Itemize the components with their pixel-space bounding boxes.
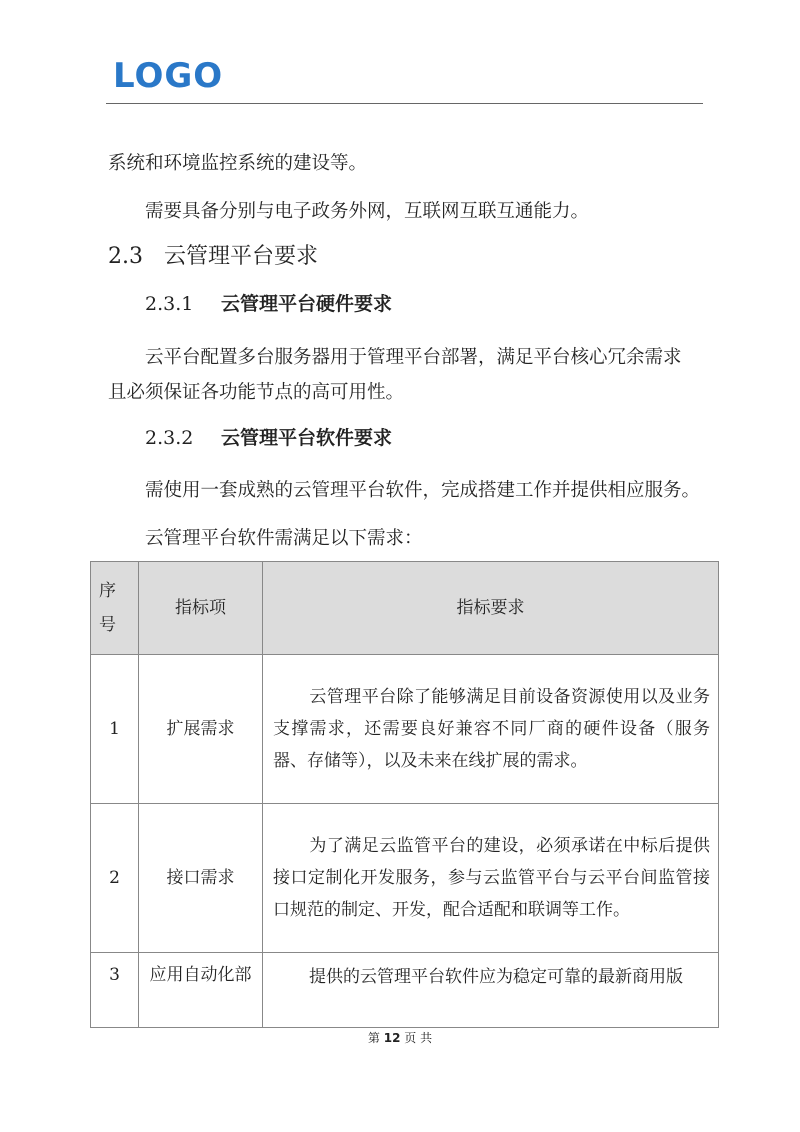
section-number: 2.3.1 [145,293,194,315]
page-number: 12 [383,1031,401,1045]
header-seq [91,562,139,655]
row-seq: 1 [91,655,139,804]
row-seq: 2 [91,804,139,953]
paragraph-hardware-line2: 且必须保证各功能节点的高可用性。 [108,382,405,403]
table-header-row [91,562,719,655]
row-item: 应用自动化部 [139,953,263,1028]
header-requirement: 指标要求 [263,562,719,655]
row-item: 扩展需求 [139,655,263,804]
paragraph-network: 需要具备分别与电子政务外网，互联网互联互通能力。 [145,201,590,222]
section-heading-2-3 [108,242,318,272]
section-title: 云管理平台硬件要求 [221,293,393,315]
row-requirement-text: 云管理平台除了能够满足目前设备资源使用以及业务支撑需求，还需要良好兼容不同厂商的硬件设备（服务器、存储等），以及未来在线扩展的需求。 [273,687,710,771]
row-requirement [263,655,719,804]
row-item: 接口需求 [139,804,263,953]
section-title: 云管理平台要求 [164,244,319,269]
footer-prefix: 第 [367,1031,380,1045]
section-number: 2.3 [108,244,143,269]
paragraph-continuation: 系统和环境监控系统的建设等。 [108,153,368,174]
header-item: 指标项 [139,562,263,655]
company-logo: LOGO [113,56,224,96]
paragraph-requirements-intro: 云管理平台软件需满足以下需求： [145,528,423,549]
paragraph-hardware-line1: 云平台配置多台服务器用于管理平台部署，满足平台核心冗余需求 [145,347,682,368]
paragraph-software: 需使用一套成熟的云管理平台软件，完成搭建工作并提供相应服务。 [145,480,701,501]
footer-mid: 页 [404,1031,417,1045]
row-requirement [263,953,719,1028]
page-footer [0,1030,800,1046]
header-seq-line1: 序 [99,581,116,601]
section-heading-2-3-2 [145,424,392,452]
section-heading-2-3-1 [145,290,392,318]
table-row [91,655,719,804]
row-requirement-text: 为了满足云监管平台的建设，必须承诺在中标后提供接口定制化开发服务，参与云监管平台与云平台间监管接口规范的制定、开发，配合适配和联调等工作。 [273,836,710,920]
header-seq-line2: 号 [99,615,116,635]
section-title: 云管理平台软件要求 [221,427,393,449]
requirements-table [90,561,719,1028]
footer-suffix: 共 [420,1031,433,1045]
header-divider [106,103,703,104]
row-requirement-text: 提供的云管理平台软件应为稳定可靠的最新商用版 [309,967,683,987]
table-row [91,804,719,953]
table-row [91,953,719,1028]
row-requirement [263,804,719,953]
row-seq: 3 [91,953,139,1028]
section-number: 2.3.2 [145,427,194,449]
